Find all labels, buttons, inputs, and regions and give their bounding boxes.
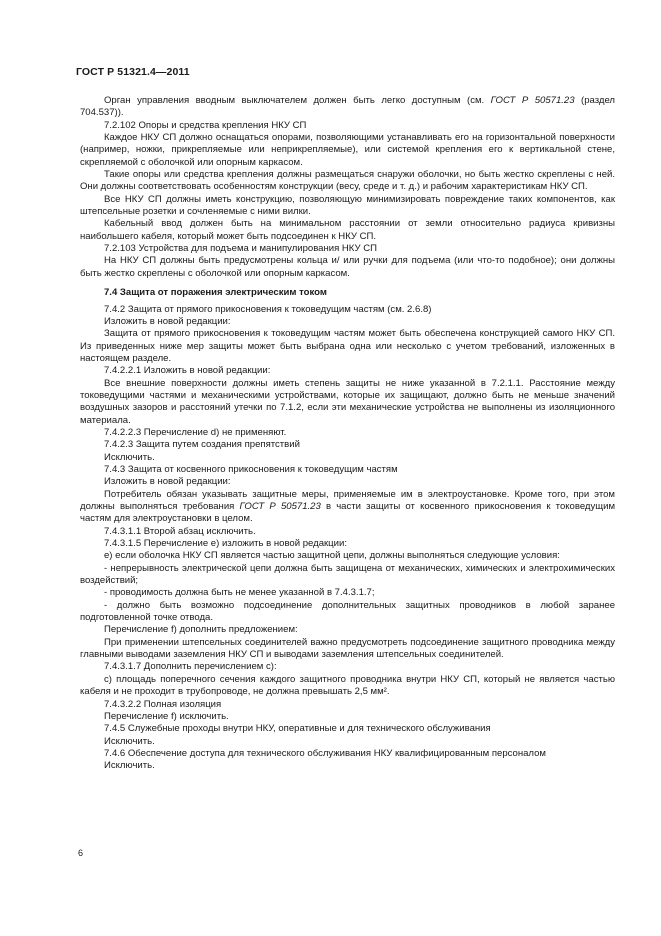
paragraph <box>80 587 615 599</box>
paragraph <box>80 538 615 550</box>
paragraph <box>80 489 615 526</box>
paragraph <box>80 711 615 723</box>
text-segment: При применении штепсельных соединителей важно предусмотреть подсоединение защитного проводника между главными выводами заземления НКУ СП и выводами заземления штепсельных соединителей. <box>80 636 615 661</box>
paragraph <box>80 760 615 772</box>
paragraph <box>80 328 615 365</box>
text-segment: с) площадь поперечного сечения каждого защитного проводника внутри НКУ СП, который не является частью кабеля и не проходит в трубопроводе, не должна превышать 2,5 мм². <box>80 673 615 698</box>
text-segment: 7.4.6 Обеспечение доступа для технического обслуживания НКУ квалифицированным персоналом <box>104 747 546 759</box>
text-segment: Орган управления вводным выключателем должен быть легко доступным (см. <box>104 95 491 106</box>
text-segment: - непрерывность электрической цепи должна быть защищена от механических, химических и электрохимических воздействий; <box>80 562 615 587</box>
text-segment: Изложить в новой редакции: <box>104 315 231 327</box>
paragraph <box>80 365 615 377</box>
paragraph <box>80 439 615 451</box>
text-segment: 7.4.2 Защита от прямого прикосновения к токоведущим частям (см. 2.6.8) <box>104 303 432 315</box>
text-segment: 7.2.102 Опоры и средства крепления НКУ СП <box>104 119 307 131</box>
text-segment: - проводимость должна быть не менее указанной в 7.4.3.1.7; <box>104 587 375 599</box>
text-segment: Исключить. <box>104 451 155 463</box>
text-segment: Изложить в новой редакции: <box>104 476 231 488</box>
paragraph <box>80 736 615 748</box>
paragraph <box>80 378 615 427</box>
document-header: ГОСТ Р 51321.4—2011 <box>76 66 190 78</box>
text-segment: Такие опоры или средства крепления должны размещаться снаружи оболочки, но быть жестко скреплены с ней. Они должны соответствовать особенностям конструкции (весу, среде и т. д.) и рабочим характеристикам НКУ СП. <box>80 169 615 193</box>
paragraph <box>80 218 615 243</box>
paragraph <box>80 452 615 464</box>
text-segment: - должно быть возможно подсоединение дополнительных защитных проводников в любой заранее подготовленной точке отвода. <box>80 599 615 624</box>
text-segment: Исключить. <box>104 735 155 747</box>
text-segment: Кабельный ввод должен быть на минимальном расстоянии от земли относительно радиуса кривизны наибольшего кабеля, который может быть подсоединен к НКУ СП. <box>80 218 615 242</box>
paragraph <box>80 550 615 562</box>
text-segment: 7.4.3.1.1 Второй абзац исключить. <box>104 525 256 537</box>
paragraph <box>80 637 615 662</box>
text-segment: Перечисление f) дополнить предложением: <box>104 624 298 636</box>
paragraph <box>80 243 615 255</box>
standard-reference: ГОСТ Р 50571.23 <box>490 95 575 106</box>
text-segment: 7.4.2.2.3 Перечисление d) не применяют. <box>104 426 287 438</box>
document-body <box>80 95 615 773</box>
text-segment: 7.4.5 Служебные проходы внутри НКУ, оперативные и для технического обслуживания <box>104 723 491 735</box>
paragraph <box>80 526 615 538</box>
text-segment: 7.4.2.2.1 Изложить в новой редакции: <box>104 365 271 377</box>
text-segment: 7.4.3.1.7 Дополнить перечислением с): <box>104 661 277 673</box>
paragraph <box>80 464 615 476</box>
text-segment: На НКУ СП должны быть предусмотрены кольца и/ или ручки для подъема (или что-то подобное); они должны быть жестко скреплены с оболочкой или опорным каркасом. <box>80 255 615 279</box>
text-segment: Каждое НКУ СП должно оснащаться опорами, позволяющими устанавливать его на горизонтальной поверхности (например, ножки, прикрепляемые или неприкрепляемые), или системой крепления его к вертикальной стене, скрепляемой с оболочкой или опорным каркасом. <box>80 132 615 168</box>
text-segment: 7.4.2.3 Защита путем создания препятствий <box>104 439 300 451</box>
paragraph <box>80 132 615 169</box>
text-segment: Все НКУ СП должны иметь конструкцию, позволяющую минимизировать повреждение таких компонентов, как штепсельные розетки и сочленяемые с ними вилки. <box>80 193 615 218</box>
text-segment: в части защиты от косвенного прикосновения к токоведущим частям для электроустановки в целом. <box>80 501 616 525</box>
text-segment: Потребитель обязан указывать защитные меры, применяемые им в электроустановке. Кроме того, при этом должны выполняться требования <box>80 488 615 512</box>
text-segment: Перечисление f) исключить. <box>104 710 229 722</box>
paragraph <box>80 748 615 760</box>
paragraph <box>80 316 615 328</box>
paragraph <box>80 563 615 588</box>
paragraph <box>80 699 615 711</box>
paragraph <box>80 169 615 194</box>
section-heading <box>80 287 615 299</box>
text-segment: Защита от прямого прикосновения к токоведущим частям может быть обеспечена конструкцией самого НКУ СП. Из приведенных ниже мер защиты может быть выбрана одна или несколько с учетом требований, изложенных в настоящем разделе. <box>80 328 615 364</box>
paragraph <box>80 427 615 439</box>
text-segment: 7.2.103 Устройства для подъема и манипулирования НКУ СП <box>104 243 377 255</box>
paragraph <box>80 120 615 132</box>
standard-reference: ГОСТ Р 50571.23 <box>239 501 321 512</box>
page-number: 6 <box>78 848 84 858</box>
paragraph <box>80 723 615 735</box>
paragraph <box>80 95 615 120</box>
text-segment: Исключить. <box>104 760 155 772</box>
paragraph <box>80 194 615 219</box>
text-segment: 7.4.3.2.2 Полная изоляция <box>104 698 222 710</box>
paragraph <box>80 304 615 316</box>
paragraph <box>80 661 615 673</box>
paragraph <box>80 476 615 488</box>
text-segment: (раздел 704.537)). <box>80 95 616 119</box>
text-segment: 7.4 Защита от поражения электрическим током <box>104 287 327 299</box>
paragraph <box>80 600 615 625</box>
text-segment: 7.4.3 Защита от косвенного прикосновения к токоведущим частям <box>104 463 398 475</box>
text-segment: Все внешние поверхности должны иметь степень защиты не ниже указанной в 7.2.1.1. Расстояние между токоведущими частями и механическими устройствами, которые их защищают, должно быть не меньше значений воздушных зазоров и расстояний утечки по 7.1.2, если эти механические устройства не выполнены из изоляционного материала. <box>80 377 615 426</box>
paragraph <box>80 255 615 280</box>
text-segment: 7.4.3.1.5 Перечисление е) изложить в новой редакции: <box>104 538 347 550</box>
paragraph <box>80 674 615 699</box>
paragraph <box>80 624 615 636</box>
text-segment: е) если оболочка НКУ СП является частью защитной цепи, должны выполняться следующие условия: <box>104 550 560 562</box>
